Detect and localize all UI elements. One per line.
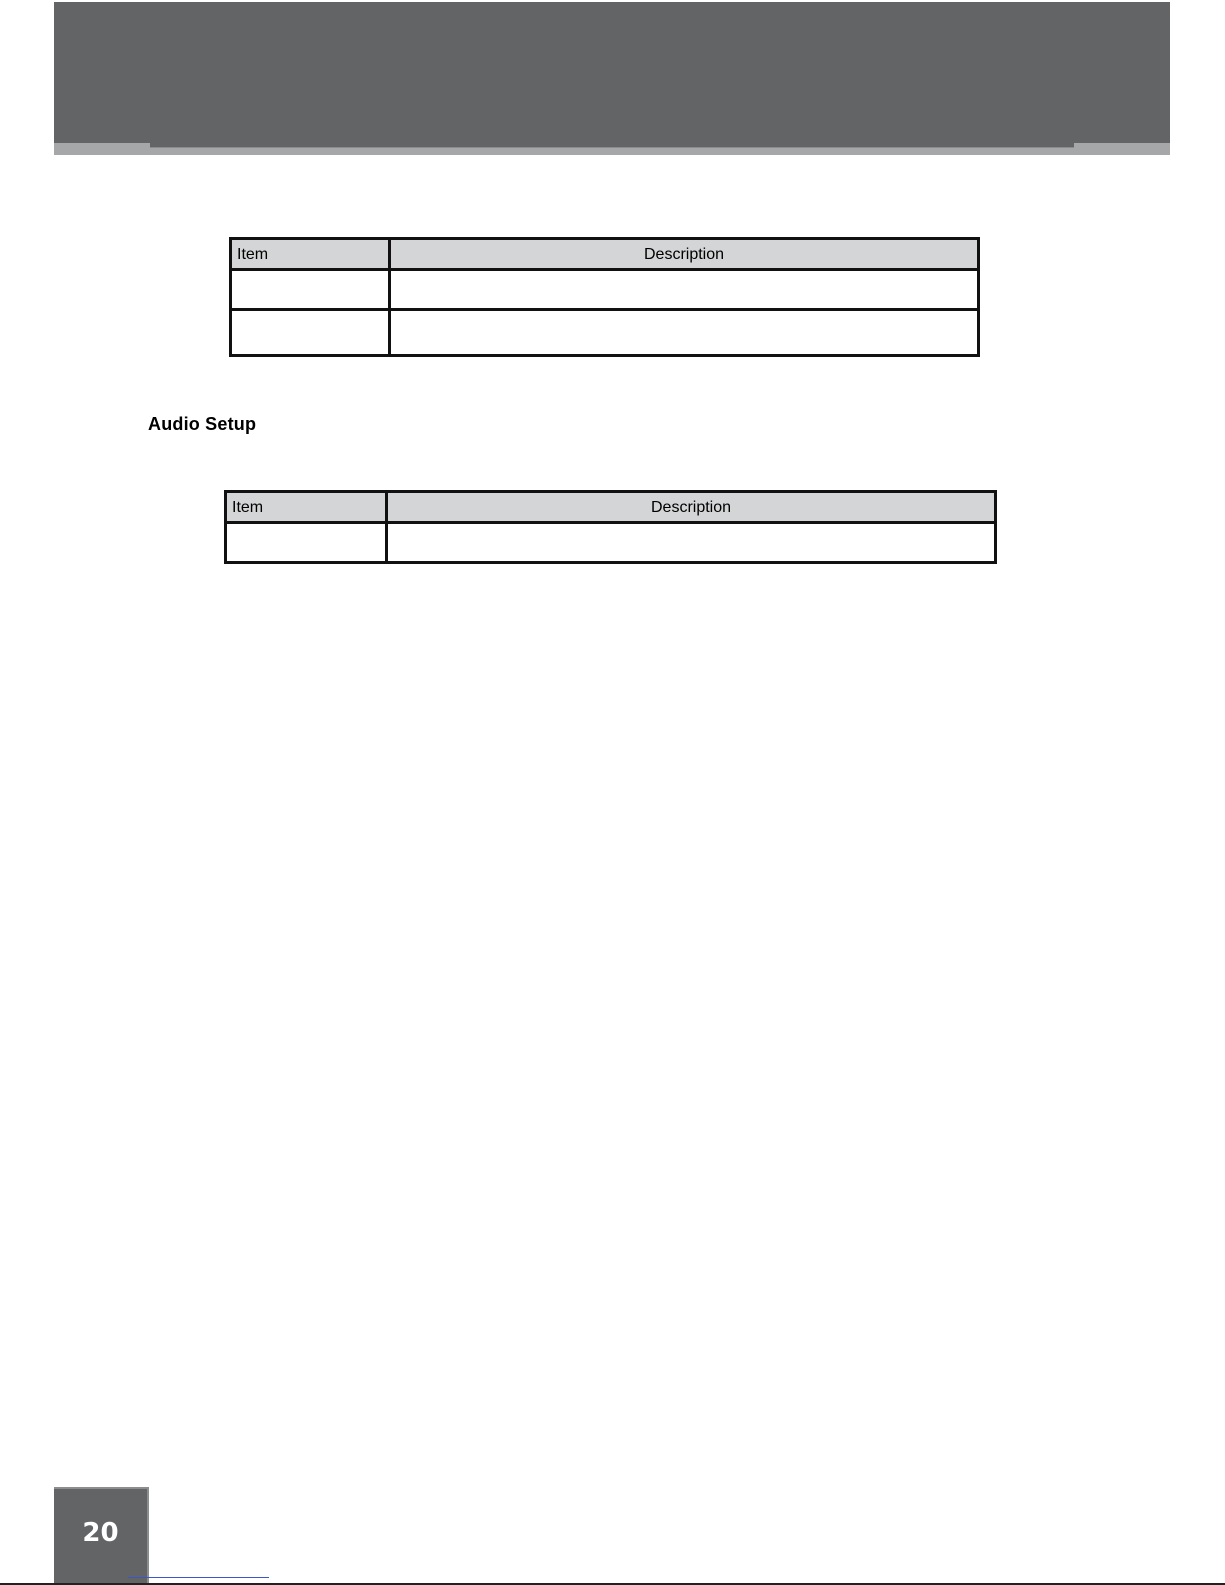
table-row	[231, 310, 979, 356]
table-cell-description	[390, 270, 979, 310]
link-underline	[128, 1577, 269, 1578]
column-header-description: Description	[387, 492, 996, 523]
audio-setup-table	[224, 490, 997, 564]
column-header-item: Item	[231, 239, 390, 270]
header-banner	[54, 2, 1170, 143]
section-heading-audio-setup: Audio Setup	[148, 414, 257, 434]
table-row	[226, 523, 996, 563]
page-number: 20	[82, 1518, 119, 1548]
table-cell-item	[226, 523, 387, 563]
page-number-tab	[54, 1487, 149, 1585]
column-header-description: Description	[390, 239, 979, 270]
table-header-row	[231, 239, 979, 270]
table-header-row	[226, 492, 996, 523]
table-row	[231, 270, 979, 310]
table-cell-description	[390, 310, 979, 356]
table-cell-description	[387, 523, 996, 563]
table-cell-item	[231, 270, 390, 310]
table-cell-item	[231, 310, 390, 356]
header-accent-inner	[150, 143, 1074, 148]
column-header-item: Item	[226, 492, 387, 523]
settings-table	[229, 237, 980, 357]
header-accent-bar	[54, 143, 1170, 155]
